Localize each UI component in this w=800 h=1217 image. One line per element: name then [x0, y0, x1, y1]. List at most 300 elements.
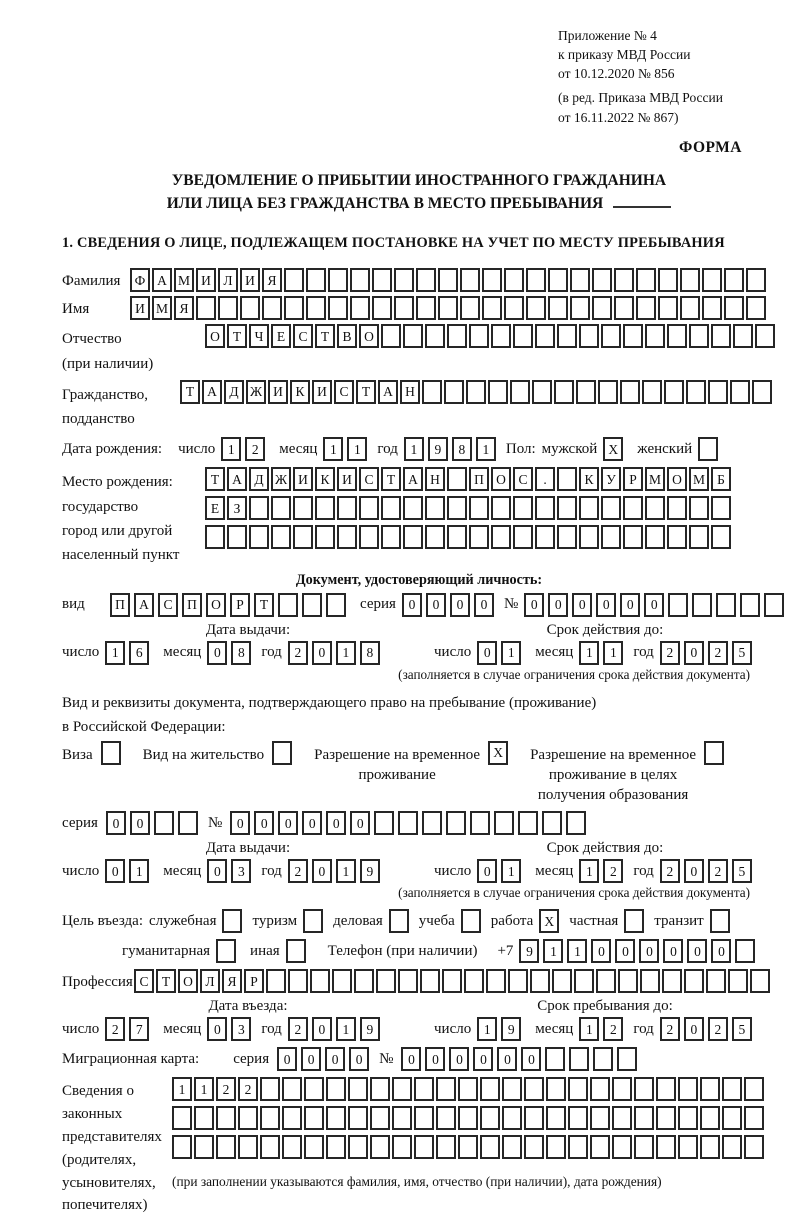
char-box[interactable] — [574, 969, 594, 993]
char-box[interactable]: 2 — [708, 641, 728, 665]
char-box[interactable] — [524, 1106, 544, 1130]
char-box[interactable]: 0 — [350, 811, 370, 835]
char-box[interactable]: 1 — [336, 641, 356, 665]
char-box[interactable]: 0 — [684, 641, 704, 665]
char-box[interactable] — [403, 525, 423, 549]
char-box[interactable]: С — [134, 969, 154, 993]
char-box[interactable]: X — [539, 909, 559, 933]
char-box[interactable]: 6 — [129, 641, 149, 665]
char-box[interactable]: Я — [262, 268, 282, 292]
char-box[interactable] — [266, 969, 286, 993]
char-box[interactable]: 1 — [579, 859, 599, 883]
char-box[interactable]: 0 — [450, 593, 470, 617]
char-box[interactable] — [596, 969, 616, 993]
char-box[interactable] — [403, 496, 423, 520]
char-box[interactable]: Р — [623, 467, 643, 491]
char-box[interactable] — [458, 1077, 478, 1101]
char-box[interactable]: 0 — [477, 641, 497, 665]
char-box[interactable] — [381, 324, 401, 348]
char-box[interactable] — [636, 296, 656, 320]
char-box[interactable]: 1 — [336, 859, 356, 883]
char-box[interactable]: 0 — [130, 811, 150, 835]
char-box[interactable]: Е — [271, 324, 291, 348]
char-box[interactable] — [634, 1135, 654, 1159]
char-box[interactable] — [744, 1106, 764, 1130]
char-box[interactable] — [414, 1077, 434, 1101]
char-box[interactable]: 1 — [543, 939, 563, 963]
char-box[interactable] — [656, 1077, 676, 1101]
char-box[interactable]: З — [227, 496, 247, 520]
char-box[interactable] — [568, 1077, 588, 1101]
char-box[interactable] — [328, 296, 348, 320]
char-box[interactable] — [310, 969, 330, 993]
char-box[interactable] — [618, 969, 638, 993]
char-box[interactable] — [708, 380, 728, 404]
char-box[interactable] — [548, 296, 568, 320]
char-box[interactable] — [447, 467, 467, 491]
char-box[interactable]: 9 — [360, 859, 380, 883]
char-box[interactable] — [425, 496, 445, 520]
char-box[interactable] — [744, 1135, 764, 1159]
char-box[interactable] — [554, 380, 574, 404]
char-box[interactable] — [689, 525, 709, 549]
char-box[interactable] — [458, 1106, 478, 1130]
char-box[interactable]: 0 — [230, 811, 250, 835]
char-box[interactable] — [461, 909, 481, 933]
char-box[interactable] — [304, 1077, 324, 1101]
char-box[interactable] — [222, 909, 242, 933]
char-box[interactable] — [414, 1106, 434, 1130]
char-box[interactable]: 3 — [231, 859, 251, 883]
char-box[interactable] — [282, 1077, 302, 1101]
char-box[interactable]: 1 — [501, 859, 521, 883]
char-box[interactable] — [711, 525, 731, 549]
char-box[interactable]: 2 — [708, 1017, 728, 1041]
char-box[interactable]: М — [645, 467, 665, 491]
char-box[interactable]: 0 — [207, 1017, 227, 1041]
char-box[interactable] — [532, 380, 552, 404]
char-box[interactable]: Т — [356, 380, 376, 404]
char-box[interactable] — [194, 1106, 214, 1130]
char-box[interactable] — [271, 496, 291, 520]
char-box[interactable]: С — [158, 593, 178, 617]
char-box[interactable]: 9 — [501, 1017, 521, 1041]
char-box[interactable]: Д — [249, 467, 269, 491]
char-box[interactable]: А — [202, 380, 222, 404]
char-box[interactable]: 0 — [620, 593, 640, 617]
char-box[interactable]: Р — [230, 593, 250, 617]
char-box[interactable] — [667, 324, 687, 348]
char-box[interactable] — [286, 939, 306, 963]
char-box[interactable]: 9 — [428, 437, 448, 461]
char-box[interactable]: 5 — [732, 859, 752, 883]
char-box[interactable]: У — [601, 467, 621, 491]
char-box[interactable] — [678, 1106, 698, 1130]
char-box[interactable]: 0 — [644, 593, 664, 617]
char-box[interactable]: 8 — [231, 641, 251, 665]
char-box[interactable] — [348, 1077, 368, 1101]
char-box[interactable]: 2 — [216, 1077, 236, 1101]
char-box[interactable]: 2 — [288, 1017, 308, 1041]
char-box[interactable] — [337, 496, 357, 520]
char-box[interactable] — [710, 909, 730, 933]
char-box[interactable] — [689, 496, 709, 520]
char-box[interactable]: Д — [224, 380, 244, 404]
char-box[interactable] — [692, 593, 712, 617]
char-box[interactable] — [260, 1106, 280, 1130]
char-box[interactable]: Т — [381, 467, 401, 491]
char-box[interactable]: 0 — [349, 1047, 369, 1071]
char-box[interactable]: 0 — [711, 939, 731, 963]
char-box[interactable]: А — [227, 467, 247, 491]
char-box[interactable]: Е — [205, 496, 225, 520]
char-box[interactable] — [260, 1077, 280, 1101]
char-box[interactable] — [557, 324, 577, 348]
char-box[interactable] — [293, 525, 313, 549]
char-box[interactable]: П — [182, 593, 202, 617]
char-box[interactable] — [566, 811, 586, 835]
char-box[interactable] — [664, 380, 684, 404]
char-box[interactable]: 0 — [277, 1047, 297, 1071]
char-box[interactable] — [702, 268, 722, 292]
char-box[interactable] — [389, 909, 409, 933]
char-box[interactable] — [205, 525, 225, 549]
char-box[interactable] — [744, 1077, 764, 1101]
char-box[interactable] — [491, 324, 511, 348]
char-box[interactable] — [486, 969, 506, 993]
char-box[interactable]: 0 — [687, 939, 707, 963]
char-box[interactable] — [284, 296, 304, 320]
char-box[interactable] — [469, 525, 489, 549]
char-box[interactable]: Л — [200, 969, 220, 993]
char-box[interactable] — [576, 380, 596, 404]
char-box[interactable] — [526, 296, 546, 320]
char-box[interactable] — [260, 1135, 280, 1159]
char-box[interactable] — [240, 296, 260, 320]
char-box[interactable] — [392, 1135, 412, 1159]
char-box[interactable] — [172, 1106, 192, 1130]
char-box[interactable]: Л — [218, 268, 238, 292]
char-box[interactable] — [315, 525, 335, 549]
char-box[interactable] — [513, 496, 533, 520]
char-box[interactable] — [216, 1106, 236, 1130]
char-box[interactable] — [508, 969, 528, 993]
char-box[interactable] — [282, 1106, 302, 1130]
char-box[interactable]: 2 — [238, 1077, 258, 1101]
char-box[interactable]: 1 — [172, 1077, 192, 1101]
char-box[interactable] — [172, 1135, 192, 1159]
char-box[interactable]: С — [513, 467, 533, 491]
char-box[interactable]: И — [337, 467, 357, 491]
char-box[interactable]: О — [667, 467, 687, 491]
char-box[interactable] — [656, 1135, 676, 1159]
char-box[interactable] — [614, 268, 634, 292]
char-box[interactable]: 0 — [312, 859, 332, 883]
char-box[interactable]: 8 — [452, 437, 472, 461]
char-box[interactable]: Н — [425, 467, 445, 491]
char-box[interactable]: А — [403, 467, 423, 491]
char-box[interactable]: 5 — [732, 641, 752, 665]
char-box[interactable] — [262, 296, 282, 320]
char-box[interactable] — [722, 1077, 742, 1101]
char-box[interactable]: 0 — [425, 1047, 445, 1071]
char-box[interactable] — [601, 324, 621, 348]
char-box[interactable] — [422, 380, 442, 404]
char-box[interactable] — [623, 496, 643, 520]
char-box[interactable] — [750, 969, 770, 993]
char-box[interactable]: 0 — [254, 811, 274, 835]
char-box[interactable] — [416, 296, 436, 320]
char-box[interactable] — [482, 296, 502, 320]
char-box[interactable] — [667, 525, 687, 549]
char-box[interactable] — [524, 1135, 544, 1159]
char-box[interactable] — [612, 1077, 632, 1101]
char-box[interactable]: К — [290, 380, 310, 404]
char-box[interactable]: Ж — [246, 380, 266, 404]
char-box[interactable] — [392, 1077, 412, 1101]
char-box[interactable] — [372, 296, 392, 320]
char-box[interactable]: 0 — [521, 1047, 541, 1071]
char-box[interactable] — [447, 525, 467, 549]
char-box[interactable] — [535, 324, 555, 348]
char-box[interactable] — [359, 525, 379, 549]
char-box[interactable]: 0 — [278, 811, 298, 835]
char-box[interactable] — [278, 593, 298, 617]
char-box[interactable]: Б — [711, 467, 731, 491]
char-box[interactable] — [350, 268, 370, 292]
char-box[interactable]: X — [603, 437, 623, 461]
char-box[interactable]: 0 — [105, 859, 125, 883]
char-box[interactable] — [227, 525, 247, 549]
char-box[interactable] — [447, 496, 467, 520]
char-box[interactable] — [557, 467, 577, 491]
char-box[interactable] — [249, 496, 269, 520]
char-box[interactable] — [302, 593, 322, 617]
char-box[interactable]: 1 — [476, 437, 496, 461]
char-box[interactable]: М — [152, 296, 172, 320]
char-box[interactable]: 0 — [591, 939, 611, 963]
char-box[interactable] — [546, 1135, 566, 1159]
char-box[interactable] — [442, 969, 462, 993]
char-box[interactable]: А — [378, 380, 398, 404]
char-box[interactable]: 5 — [732, 1017, 752, 1041]
char-box[interactable]: 0 — [473, 1047, 493, 1071]
char-box[interactable] — [513, 525, 533, 549]
char-box[interactable]: И — [196, 268, 216, 292]
char-box[interactable] — [488, 380, 508, 404]
char-box[interactable] — [689, 324, 709, 348]
char-box[interactable]: Я — [222, 969, 242, 993]
char-box[interactable]: С — [359, 467, 379, 491]
char-box[interactable] — [293, 496, 313, 520]
char-box[interactable] — [722, 1106, 742, 1130]
char-box[interactable] — [645, 525, 665, 549]
char-box[interactable]: 0 — [596, 593, 616, 617]
char-box[interactable]: 0 — [325, 1047, 345, 1071]
char-box[interactable] — [328, 268, 348, 292]
char-box[interactable] — [645, 324, 665, 348]
char-box[interactable]: 1 — [567, 939, 587, 963]
char-box[interactable]: 1 — [501, 641, 521, 665]
char-box[interactable] — [579, 496, 599, 520]
char-box[interactable]: П — [110, 593, 130, 617]
char-box[interactable] — [359, 496, 379, 520]
char-box[interactable] — [350, 296, 370, 320]
char-box[interactable]: Т — [227, 324, 247, 348]
char-box[interactable] — [724, 296, 744, 320]
char-box[interactable]: 1 — [404, 437, 424, 461]
char-box[interactable]: 0 — [402, 593, 422, 617]
char-box[interactable] — [218, 296, 238, 320]
char-box[interactable]: 0 — [477, 859, 497, 883]
char-box[interactable]: И — [268, 380, 288, 404]
char-box[interactable] — [592, 296, 612, 320]
char-box[interactable] — [570, 268, 590, 292]
char-box[interactable] — [590, 1135, 610, 1159]
char-box[interactable] — [620, 380, 640, 404]
char-box[interactable] — [518, 811, 538, 835]
char-box[interactable] — [746, 296, 766, 320]
char-box[interactable] — [530, 969, 550, 993]
char-box[interactable] — [444, 380, 464, 404]
char-box[interactable] — [304, 1135, 324, 1159]
char-box[interactable]: 0 — [301, 1047, 321, 1071]
char-box[interactable]: Ф — [130, 268, 150, 292]
char-box[interactable] — [458, 1135, 478, 1159]
char-box[interactable] — [394, 296, 414, 320]
char-box[interactable] — [656, 1106, 676, 1130]
char-box[interactable] — [216, 1135, 236, 1159]
char-box[interactable] — [416, 268, 436, 292]
char-box[interactable] — [348, 1135, 368, 1159]
char-box[interactable] — [513, 324, 533, 348]
char-box[interactable]: 0 — [497, 1047, 517, 1071]
char-box[interactable]: 2 — [603, 1017, 623, 1041]
char-box[interactable] — [601, 525, 621, 549]
char-box[interactable]: . — [535, 467, 555, 491]
char-box[interactable]: 1 — [603, 641, 623, 665]
char-box[interactable]: 2 — [105, 1017, 125, 1041]
char-box[interactable] — [304, 1106, 324, 1130]
char-box[interactable]: 1 — [105, 641, 125, 665]
char-box[interactable] — [403, 324, 423, 348]
char-box[interactable] — [686, 380, 706, 404]
char-box[interactable] — [548, 268, 568, 292]
char-box[interactable] — [678, 1077, 698, 1101]
char-box[interactable]: Ж — [271, 467, 291, 491]
char-box[interactable] — [436, 1135, 456, 1159]
char-box[interactable] — [542, 811, 562, 835]
char-box[interactable] — [326, 1106, 346, 1130]
char-box[interactable] — [752, 380, 772, 404]
char-box[interactable]: 2 — [245, 437, 265, 461]
char-box[interactable]: В — [337, 324, 357, 348]
char-box[interactable] — [614, 296, 634, 320]
char-box[interactable] — [370, 1135, 390, 1159]
char-box[interactable] — [370, 1106, 390, 1130]
char-box[interactable] — [381, 525, 401, 549]
char-box[interactable]: О — [206, 593, 226, 617]
char-box[interactable] — [764, 593, 784, 617]
char-box[interactable] — [740, 593, 760, 617]
char-box[interactable] — [526, 268, 546, 292]
char-box[interactable] — [634, 1106, 654, 1130]
char-box[interactable]: 2 — [660, 859, 680, 883]
char-box[interactable] — [372, 268, 392, 292]
char-box[interactable]: 0 — [572, 593, 592, 617]
char-box[interactable] — [282, 1135, 302, 1159]
char-box[interactable] — [469, 496, 489, 520]
char-box[interactable]: 0 — [663, 939, 683, 963]
char-box[interactable]: И — [312, 380, 332, 404]
char-box[interactable]: 1 — [579, 641, 599, 665]
char-box[interactable] — [436, 1077, 456, 1101]
char-box[interactable] — [464, 969, 484, 993]
char-box[interactable]: X — [488, 741, 508, 765]
char-box[interactable] — [315, 496, 335, 520]
char-box[interactable] — [640, 969, 660, 993]
char-box[interactable]: 0 — [302, 811, 322, 835]
char-box[interactable] — [284, 268, 304, 292]
char-box[interactable] — [662, 969, 682, 993]
char-box[interactable] — [678, 1135, 698, 1159]
char-box[interactable]: 2 — [660, 641, 680, 665]
char-box[interactable] — [545, 1047, 565, 1071]
char-box[interactable] — [711, 324, 731, 348]
char-box[interactable]: 0 — [106, 811, 126, 835]
char-box[interactable]: 1 — [579, 1017, 599, 1041]
char-box[interactable] — [392, 1106, 412, 1130]
char-box[interactable] — [420, 969, 440, 993]
char-box[interactable]: О — [359, 324, 379, 348]
char-box[interactable] — [460, 268, 480, 292]
char-box[interactable] — [438, 296, 458, 320]
char-box[interactable]: К — [315, 467, 335, 491]
char-box[interactable]: Т — [315, 324, 335, 348]
char-box[interactable]: М — [689, 467, 709, 491]
char-box[interactable]: 0 — [548, 593, 568, 617]
char-box[interactable] — [612, 1135, 632, 1159]
char-box[interactable] — [249, 525, 269, 549]
char-box[interactable]: 0 — [639, 939, 659, 963]
char-box[interactable] — [447, 324, 467, 348]
char-box[interactable]: 1 — [221, 437, 241, 461]
char-box[interactable] — [510, 380, 530, 404]
char-box[interactable] — [394, 268, 414, 292]
char-box[interactable] — [480, 1106, 500, 1130]
char-box[interactable] — [470, 811, 490, 835]
char-box[interactable] — [494, 811, 514, 835]
char-box[interactable] — [332, 969, 352, 993]
char-box[interactable] — [612, 1106, 632, 1130]
char-box[interactable] — [502, 1135, 522, 1159]
char-box[interactable] — [370, 1077, 390, 1101]
char-box[interactable] — [592, 268, 612, 292]
char-box[interactable] — [154, 811, 174, 835]
char-box[interactable] — [326, 593, 346, 617]
char-box[interactable] — [593, 1047, 613, 1071]
char-box[interactable] — [598, 380, 618, 404]
char-box[interactable]: О — [205, 324, 225, 348]
char-box[interactable] — [482, 268, 502, 292]
char-box[interactable] — [535, 496, 555, 520]
char-box[interactable] — [381, 496, 401, 520]
char-box[interactable] — [730, 380, 750, 404]
char-box[interactable] — [422, 811, 442, 835]
char-box[interactable] — [735, 939, 755, 963]
char-box[interactable] — [178, 811, 198, 835]
char-box[interactable] — [376, 969, 396, 993]
